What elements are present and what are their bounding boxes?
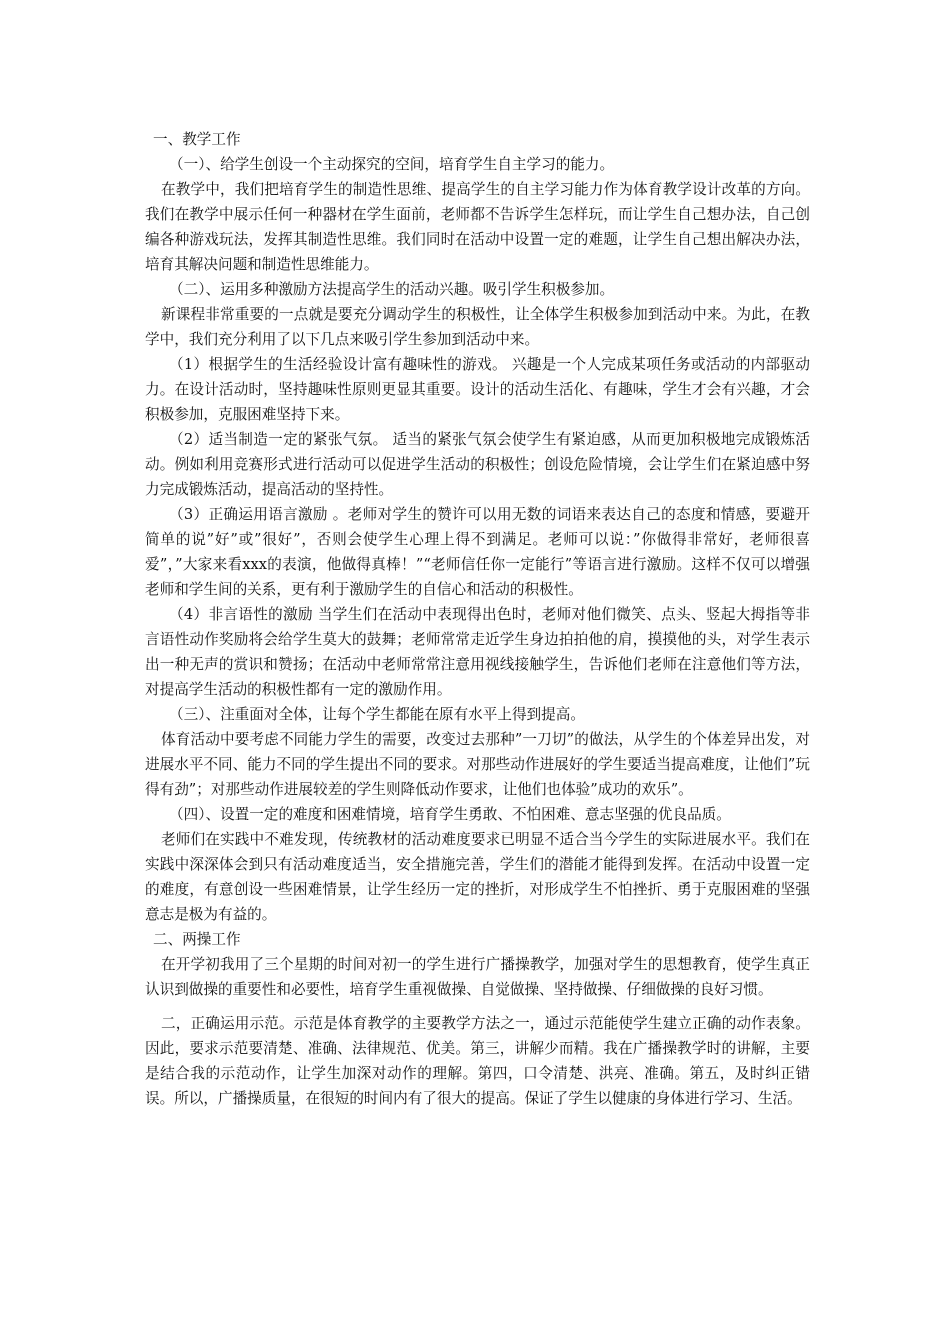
document-page	[145, 127, 810, 1111]
paragraph-creative-thinking: 在教学中，我们把培育学生的制造性思维、提高学生的自主学习能力作为体育教学设计改革的方向。我们在教学中展示任何一种器材在学生面前，老师都不告诉学生怎样玩，而让学生自己想办法，自己创编各种游戏玩法，发挥其制造性思维。我们同时在活动中设置一定的难题，让学生自己想出解决办法，培育其解决问题和制造性思维能力。	[145, 181, 810, 273]
paragraph-new-curriculum: 新课程非常重要的一点就是要充分调动学生的积极性，让全体学生积极参加到活动中来。为此，在教学中，我们充分利用了以下几点来吸引学生参加到活动中来。	[145, 306, 810, 348]
subheading-motivation-methods: （二）、运用多种激励方法提高学生的活动兴趣。吸引学生积极参加。	[169, 281, 615, 298]
paragraph-demonstration: 二，正确运用示范。示范是体育教学的主要教学方法之一，通过示范能使学生建立正确的动作表象。因此，要求示范要清楚、准确、法律规范、优美。第三，讲解少而精。我在广播操教学时的讲解，主要是结合我的示范动作，让学生加深对动作的理解。第四，口令清楚、洪亮、准确。第五，及时纠正错误。所以，广播操质量，在很短的时间内有了很大的提高。保证了学生以健康的身体进行学习、生活。	[145, 1015, 810, 1107]
paragraph-item-nonverbal-praise: （4）非言语性的激励 当学生们在活动中表现得出色时，老师对他们微笑、点头、竖起大拇指等非言语性动作奖励将会给学生莫大的鼓舞；老师常常走近学生身边拍拍他的肩，摸摸他的头，对学生表示出一种无声的赏识和赞扬；在活动中老师常常注意用视线接触学生，告诉他们老师在注意他们等方法，对提高学生活动的积极性都有一定的激励作用。	[145, 606, 810, 698]
paragraph-item-tension: （2）适当制造一定的紧张气氛。 适当的紧张气氛会使学生有紧迫感，从而更加积极地完成锻炼活动。例如利用竞赛形式进行活动可以促进学生活动的积极性；创设危险情境，会让学生们在紧迫感中努力完成锻炼活动，提高活动的坚持性。	[145, 431, 810, 498]
subheading-inquiry-space: （一）、给学生创设一个主动探究的空间，培育学生自主学习的能力。	[169, 156, 615, 173]
section-heading-teaching: 一、教学工作	[153, 131, 241, 148]
paragraph-difficulty-practice: 老师们在实践中不难发现，传统教材的活动难度要求已明显不适合当今学生的实际进展水平。我们在实践中深深体会到只有活动难度适当，安全措施完善，学生们的潜能才能得到发挥。在活动中设置一定的难度，有意创设一些困难情景，让学生经历一定的挫折，对形成学生不怕挫折、勇于克服困难的坚强意志是极为有益的。	[145, 831, 810, 923]
subheading-difficulty: （四）、设置一定的难度和困难情境，培育学生勇敢、不怕困难、意志坚强的优良品质。	[169, 806, 731, 823]
paragraph-individual-differences: 体育活动中要考虑不同能力学生的需要，改变过去那种”一刀切”的做法，从学生的个体差异出发，对进展水平不同、能力不同的学生提出不同的要求。对那些动作进展好的学生要适当提高难度，让他们”玩得有劲”；对那些动作进展较差的学生则降低动作要求，让他们也体验”成功的欢乐”。	[145, 731, 810, 798]
section-heading-exercises: 二、两操工作	[153, 931, 241, 948]
subheading-whole-class: （三）、注重面对全体，让每个学生都能在原有水平上得到提高。	[169, 706, 585, 723]
paragraph-broadcast-exercise: 在开学初我用了三个星期的时间对初一的学生进行广播操教学，加强对学生的思想教育，使学生真正认识到做操的重要性和必要性，培育学生重视做操、自觉做操、坚持做操、仔细做操的良好习惯。	[145, 956, 810, 998]
paragraph-item-games: （1）根据学生的生活经验设计富有趣味性的游戏。 兴趣是一个人完成某项任务或活动的内部驱动力。在设计活动时，坚持趣味性原则更显其重要。设计的活动生活化、有趣味，学生才会有兴趣，才会积极参加，克服困难坚持下来。	[145, 356, 810, 423]
paragraph-item-verbal-praise: （3）正确运用语言激励 。老师对学生的赞许可以用无数的词语来表达自己的态度和情感，要避开简单的说”好”或”很好”，否则会使学生心理上得不到满足。老师可以说：”你做得非常好，老师很喜爱”，”大家来看xxx的表演，他做得真棒！”“老师信任你一定能行”等语言进行激励。这样不仅可以增强老师和学生间的关系，更有利于激励学生的自信心和活动的积极性。	[145, 506, 810, 598]
